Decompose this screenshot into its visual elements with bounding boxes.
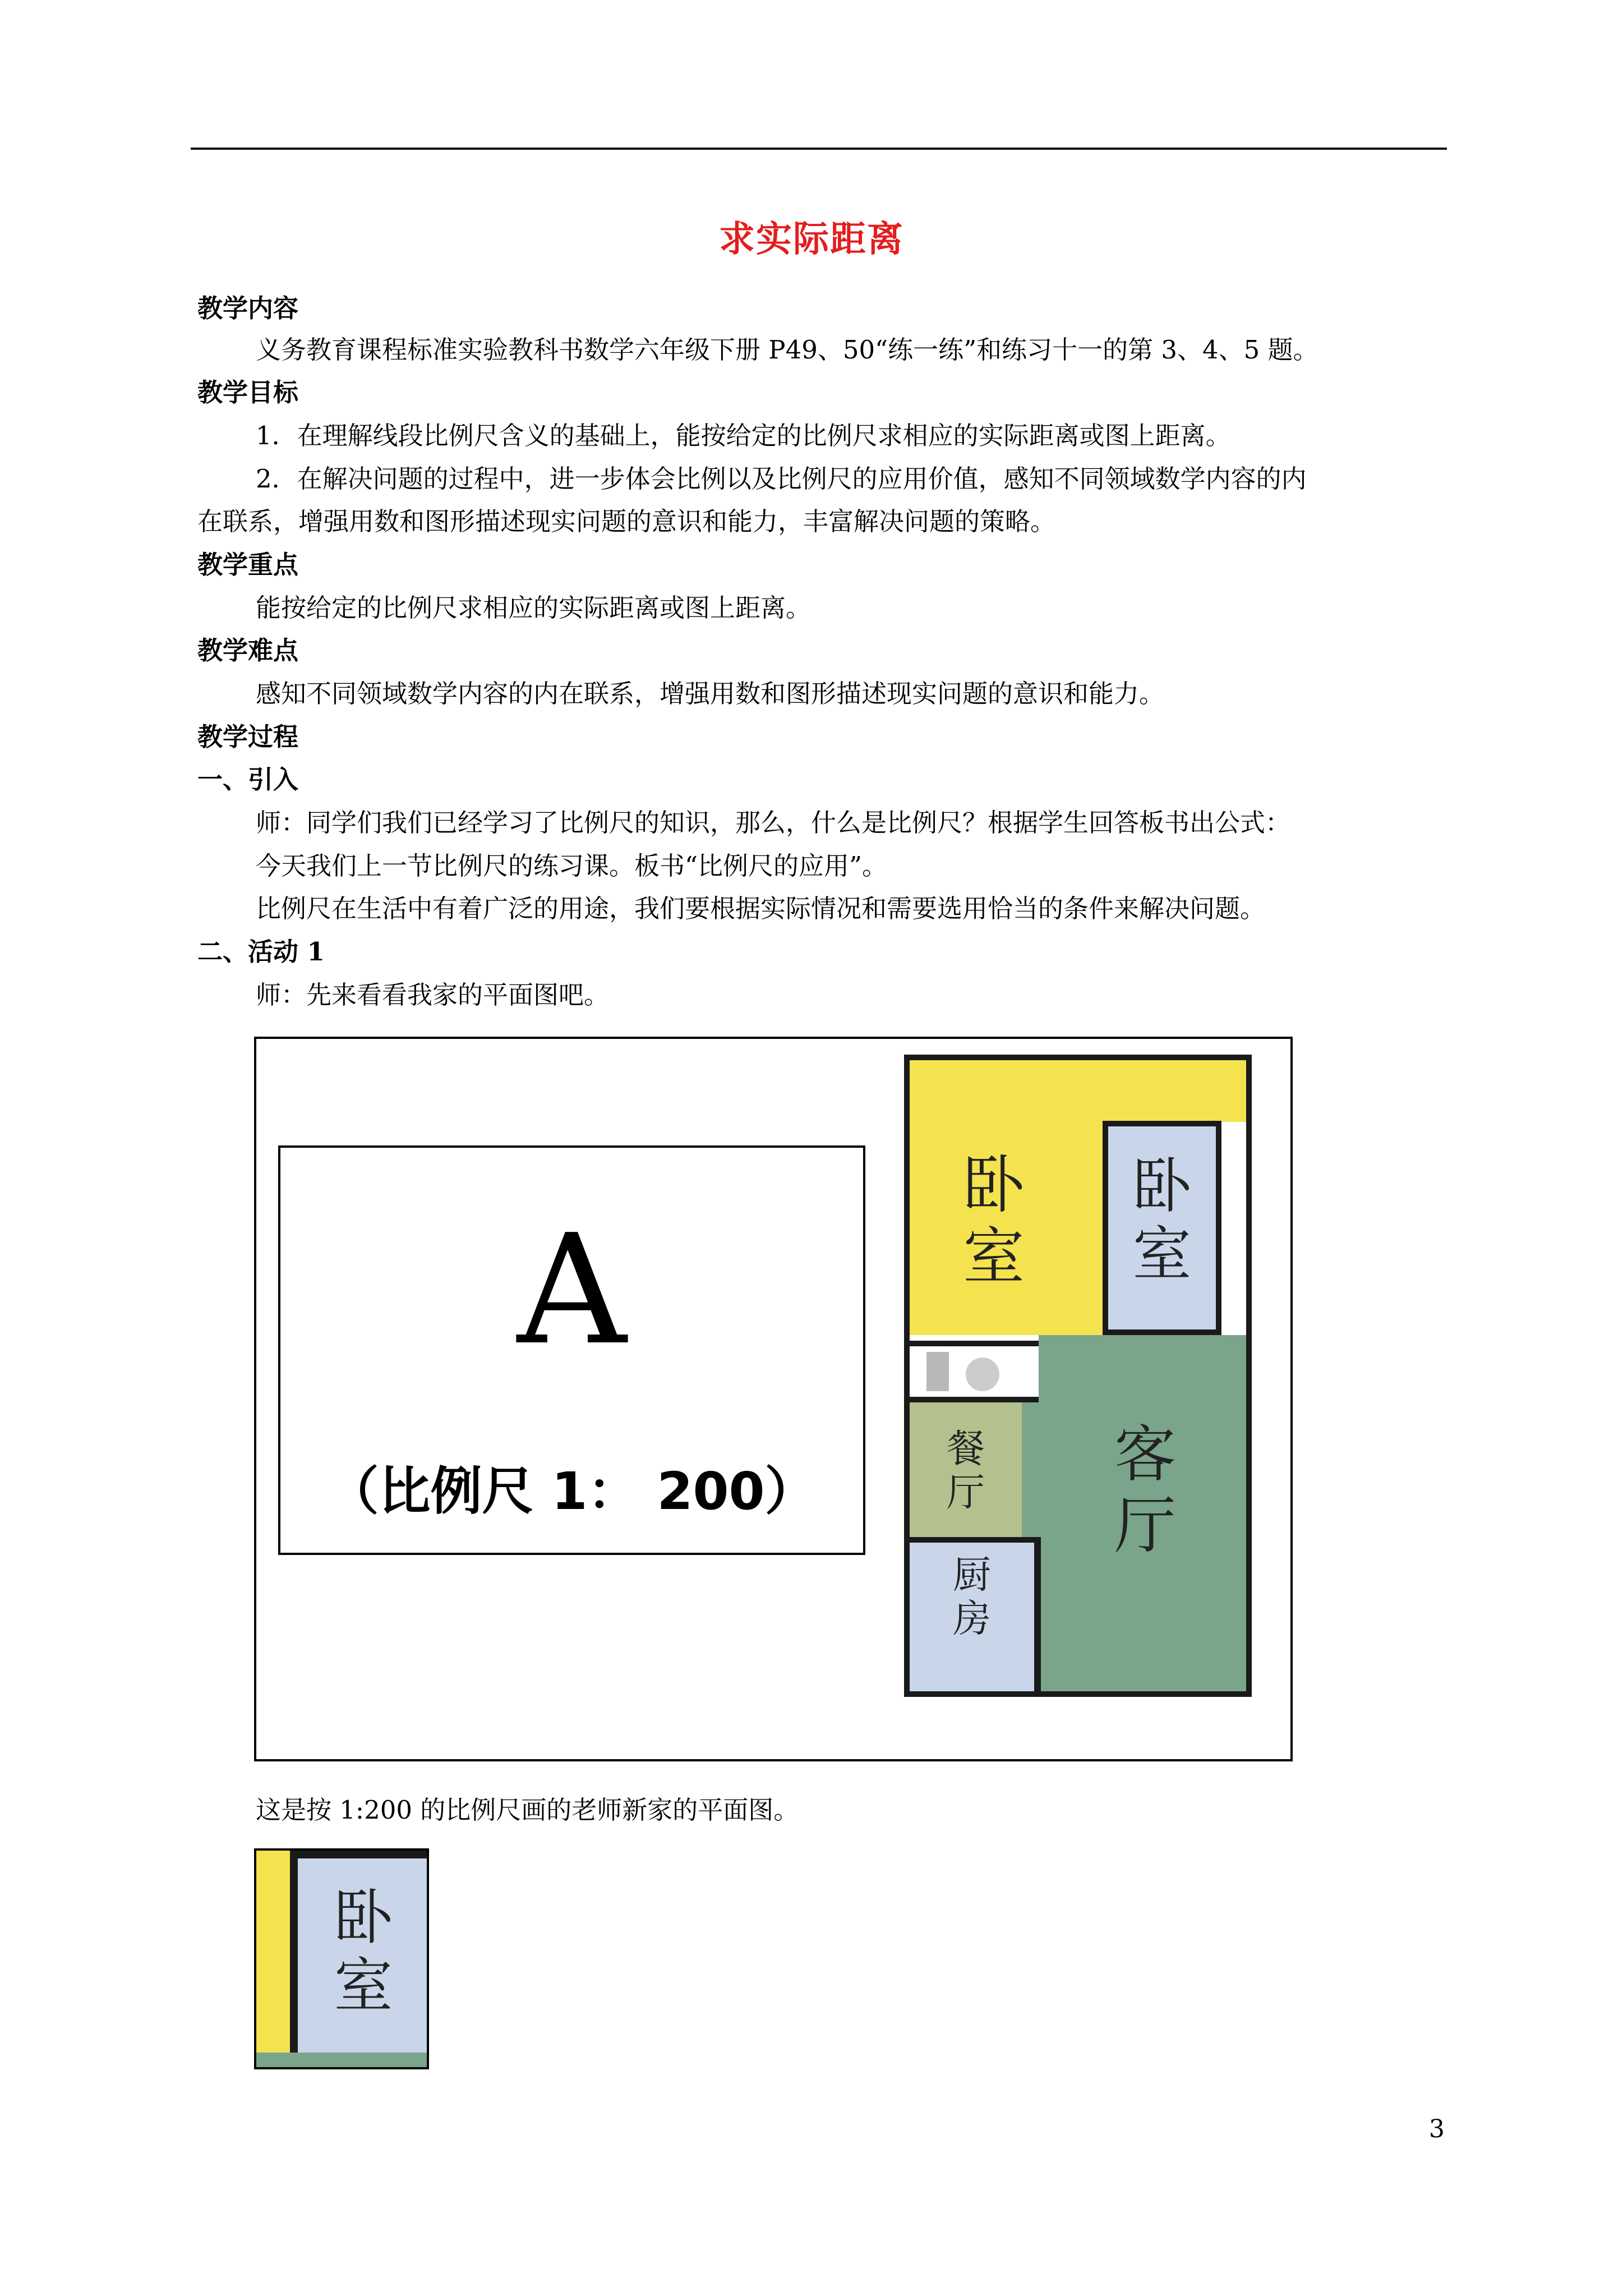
scale-note: （比例尺 1： 200） — [327, 1461, 817, 1521]
heading-content: 教学内容 — [197, 293, 299, 323]
content-text: 义务教育课程标准实验教科书数学六年级下册 P49、50“练一练”和练习十一的第 3、4、5 题。 — [256, 335, 1318, 365]
heading-intro: 一、引入 — [197, 765, 299, 794]
dining-room-label: 餐 厅 — [946, 1427, 985, 1516]
crop-wall — [290, 1851, 298, 2069]
page-title: 求实际距离 — [719, 218, 904, 260]
goal-2-line-1: 2．在解决问题的过程中，进一步体会比例以及比例尺的应用价值，感知不同领域数学内容的内 — [256, 464, 1307, 494]
kitchen-label: 厨 房 — [952, 1553, 991, 1642]
floor-plan — [904, 1055, 1252, 1697]
crop-bedroom-label: 卧 室 — [334, 1884, 393, 2020]
crop-green-edge — [256, 2053, 429, 2069]
key-points-text: 能按给定的比例尺求相应的实际距离或图上距离。 — [256, 593, 811, 623]
heading-difficulty: 教学难点 — [197, 636, 299, 665]
sink-icon — [926, 1352, 949, 1391]
bedroom-small-label: 卧 室 — [1132, 1152, 1192, 1289]
difficulty-text: 感知不同领域数学内容的内在联系，增强用数和图形描述现实问题的意识和能力。 — [256, 679, 1165, 708]
intro-line-2: 今天我们上一节比例尺的练习课。板书“比例尺的应用”。 — [256, 851, 888, 881]
figure-caption: 这是按 1:200 的比例尺画的老师新家的平面图。 — [256, 1795, 799, 1825]
crop-top-wall — [298, 1851, 429, 1858]
bedroom-crop-figure — [254, 1848, 429, 2069]
bedroom-large-label: 卧 室 — [963, 1149, 1025, 1292]
intro-line-1: 师：同学们我们已经学习了比例尺的知识，那么，什么是比例尺？根据学生回答板书出公式： — [256, 808, 1291, 838]
toilet-icon — [966, 1358, 999, 1391]
heading-key-points: 教学重点 — [197, 550, 299, 579]
heading-activity-1: 二、活动 1 — [197, 937, 325, 967]
wall-kitchen-living — [1034, 1537, 1041, 1697]
intro-line-3: 比例尺在生活中有着广泛的用途，我们要根据实际情况和需要选用恰当的条件来解决问题。 — [256, 894, 1266, 923]
header-rule — [191, 148, 1447, 150]
heading-process: 教学过程 — [197, 722, 299, 752]
plot-a-letter: A — [517, 1202, 626, 1378]
goal-1: 1．在理解线段比例尺含义的基础上，能按给定的比例尺求相应的实际距离或图上距离。 — [256, 421, 1231, 450]
page-number: 3 — [1429, 2115, 1445, 2143]
heading-goals: 教学目标 — [197, 378, 299, 407]
activity-text: 师：先来看看我家的平面图吧。 — [256, 980, 610, 1010]
living-room-label: 客 厅 — [1114, 1419, 1176, 1562]
goal-2-line-2: 在联系，增强用数和图形描述现实问题的意识和能力，丰富解决问题的策略。 — [197, 507, 1056, 536]
crop-yellow-edge — [256, 1851, 290, 2069]
